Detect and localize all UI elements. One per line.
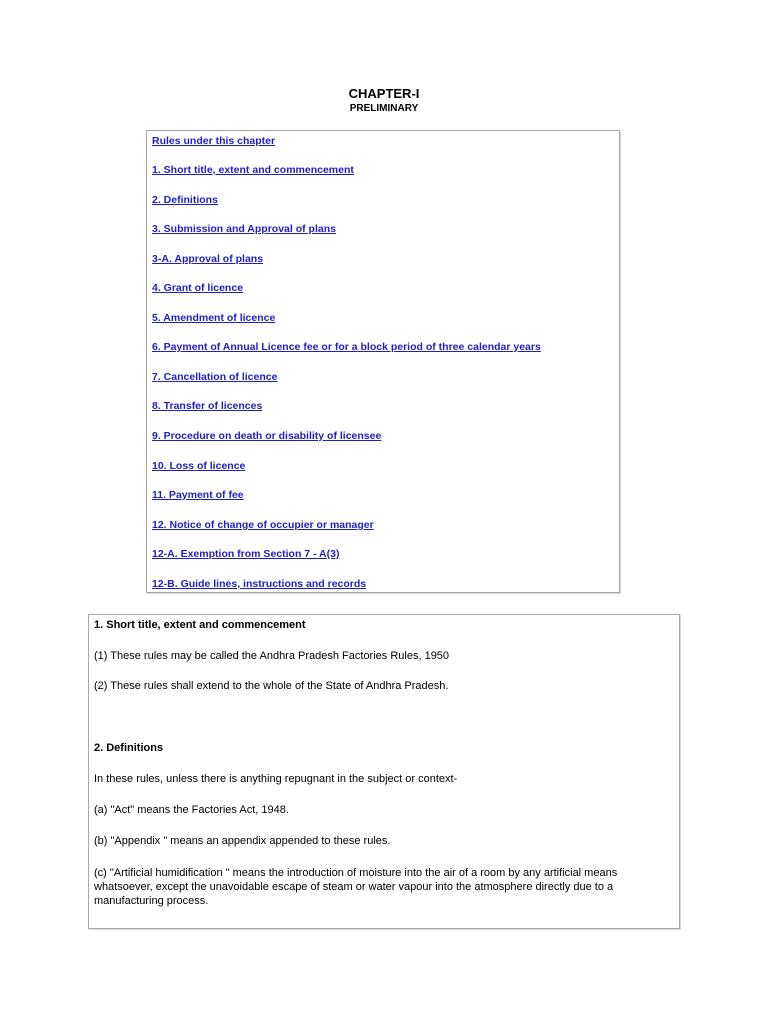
toc-link-rule-4[interactable]: 4. Grant of licence	[152, 282, 244, 294]
toc-link-rule-7[interactable]: 7. Cancellation of licence	[152, 371, 278, 383]
toc-link-rule-12a[interactable]: 12-A. Exemption from Section 7 - A(3)	[152, 548, 340, 560]
toc-link-rule-8[interactable]: 8. Transfer of licences	[152, 400, 263, 412]
toc-link-rule-9[interactable]: 9. Procedure on death or disability of licensee	[152, 430, 382, 442]
chapter-subtitle: PRELIMINARY	[349, 103, 419, 114]
toc-link-rules-under-chapter[interactable]: Rules under this chapter	[152, 135, 276, 147]
rule-1-paragraph-1: (1) These rules may be called the Andhra Pradesh Factories Rules, 1950	[94, 650, 450, 662]
toc-link-rule-10[interactable]: 10. Loss of licence	[152, 460, 246, 472]
toc-link-rule-3a[interactable]: 3-A. Approval of plans	[152, 253, 264, 265]
toc-link-rule-5[interactable]: 5. Amendment of licence	[152, 312, 276, 324]
rule-2-clause-c: (c) "Artificial humidification " means the introduction of moisture into the air of a room by any artificial means whatsoever, except the unavoidable escape of steam or water vapour into the atmosphere directly due to a manufacturing process.	[94, 867, 618, 907]
toc-link-rule-1[interactable]: 1. Short title, extent and commencement	[152, 164, 354, 176]
toc-link-rule-6[interactable]: 6. Payment of Annual Licence fee or for a block period of three calendar years	[152, 341, 541, 353]
rule-1-heading: 1. Short title, extent and commencement	[94, 619, 306, 631]
rule-1-paragraph-2: (2) These rules shall extend to the whole of the State of Andhra Pradesh.	[94, 680, 449, 692]
rule-2-clause-b: (b) "Appendix " means an appendix appended to these rules.	[94, 835, 391, 847]
rule-2-heading: 2. Definitions	[94, 742, 164, 754]
rules-content	[88, 614, 680, 929]
toc-link-rule-11[interactable]: 11. Payment of fee	[152, 489, 244, 501]
rule-2-clause-a: (a) "Act" means the Factories Act, 1948.	[94, 804, 289, 816]
toc-link-rule-12b[interactable]: 12-B. Guide lines, instructions and records	[152, 578, 367, 590]
toc-link-rule-3[interactable]: 3. Submission and Approval of plans	[152, 223, 336, 235]
rule-2-intro: In these rules, unless there is anything repugnant in the subject or context-	[94, 773, 458, 785]
toc-link-rule-2[interactable]: 2. Definitions	[152, 194, 218, 206]
table-of-contents	[146, 130, 620, 593]
toc-link-rule-12[interactable]: 12. Notice of change of occupier or manager	[152, 519, 374, 531]
chapter-title: CHAPTER-I	[348, 86, 420, 101]
